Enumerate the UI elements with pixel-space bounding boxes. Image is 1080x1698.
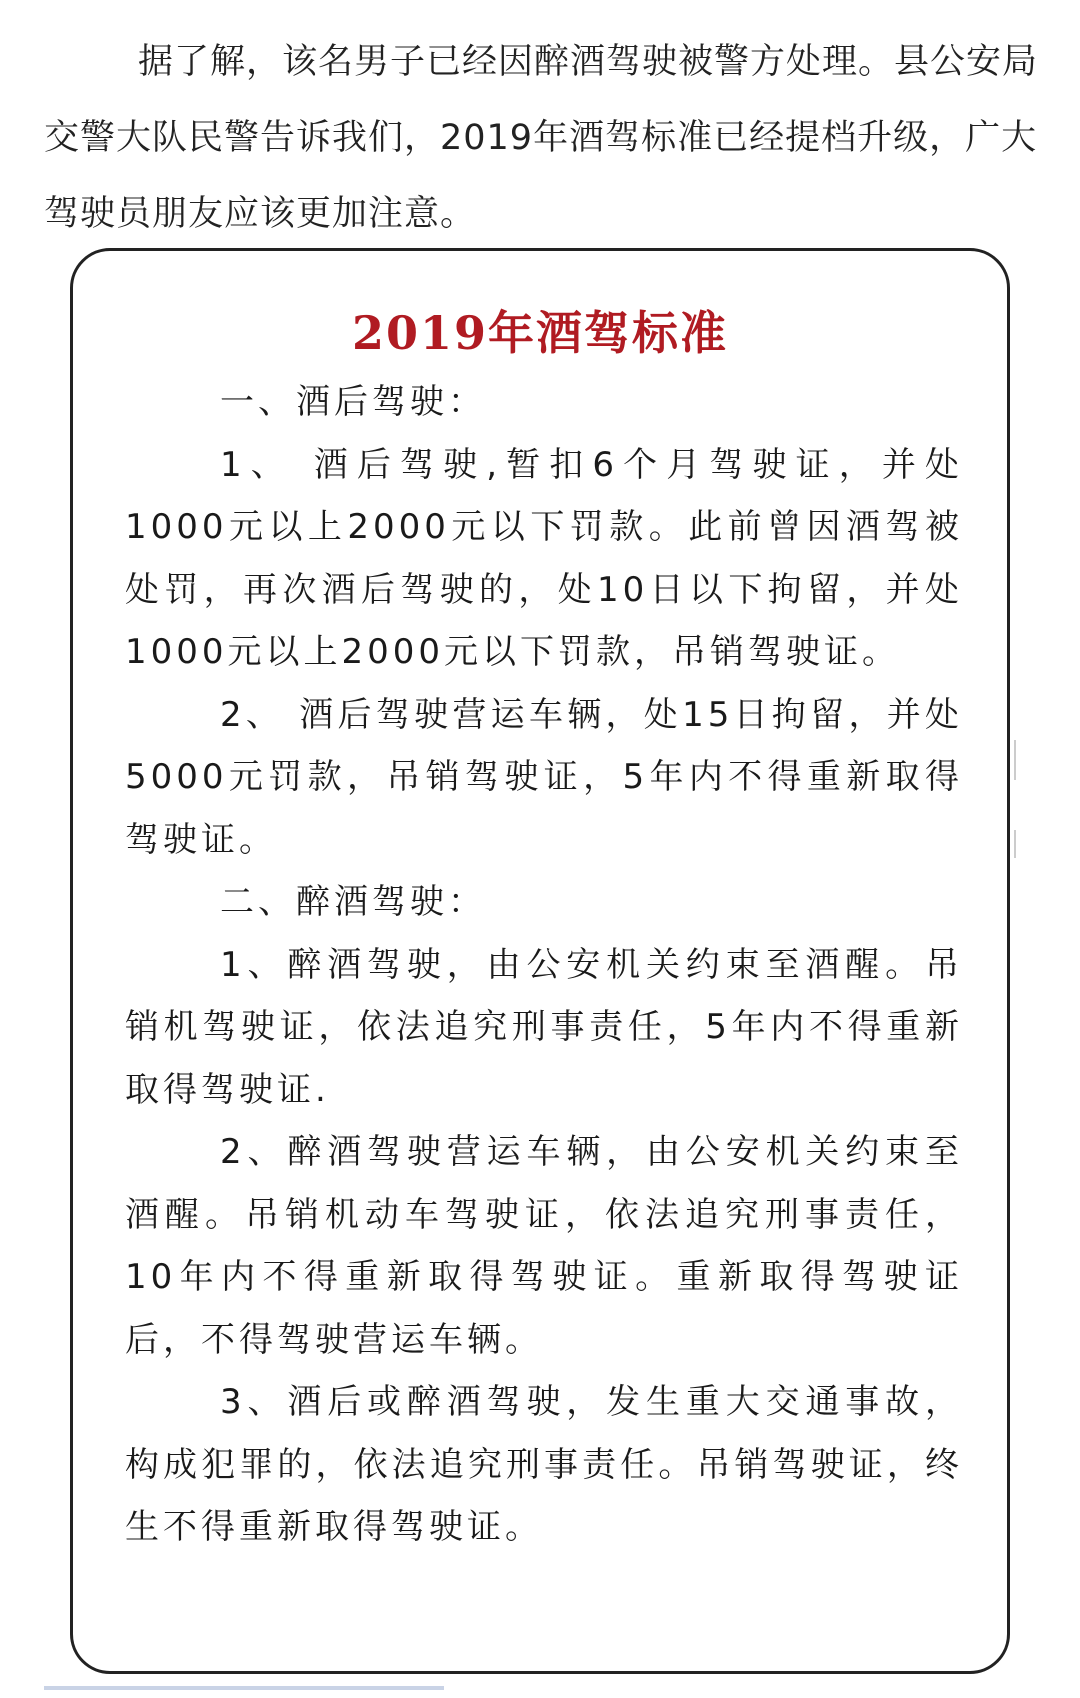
edge-divider: [1014, 740, 1016, 780]
box-title: 2019年酒驾标准: [351, 306, 729, 360]
standards-box: [70, 248, 1010, 1674]
rule-paragraph: 3、酒后或醉酒驾驶，发生重大交通事故，构成犯罪的，依法追究刑事责任。吊销驾驶证，终生不得重新取得驾驶证。: [125, 1382, 963, 1547]
rule-paragraph: 1、醉酒驾驶，由公安机关约束至酒醒。吊销机驾驶证，依法追究刑事责任，5年内不得重新取得驾驶证.: [125, 944, 963, 1110]
edge-divider: [1014, 830, 1016, 858]
section-heading-drunk: 二、醉酒驾驶：: [220, 882, 486, 922]
rule-paragraph: 1、 酒后驾驶,暂扣6个月驾驶证，并处1000元以上2000元以下罚款。此前曾因酒驾被处罚，再次酒后驾驶的，处10日以下拘留，并处1000元以上2000元以下罚款，吊销驾驶证。: [125, 444, 963, 672]
rule-paragraph: 2、 酒后驾驶营运车辆，处15日拘留，并处5000元罚款，吊销驾驶证，5年内不得重新取得驾驶证。: [125, 694, 963, 860]
bottom-divider: [44, 1686, 444, 1690]
rule-paragraph: 2、醉酒驾驶营运车辆，由公安机关约束至酒醒。吊销机动车驾驶证，依法追究刑事责任，10年内不得重新取得驾驶证。重新取得驾驶证后，不得驾驶营运车辆。: [125, 1132, 963, 1360]
section-heading-drunk-after: 一、酒后驾驶：: [220, 382, 486, 422]
intro-paragraph: 据了解，该名男子已经因醉酒驾驶被警方处理。县公安局交警大队民警告诉我们，2019年酒驾标准已经提档升级，广大驾驶员朋友应该更加注意。: [44, 42, 1039, 234]
box-body: [125, 371, 963, 1559]
